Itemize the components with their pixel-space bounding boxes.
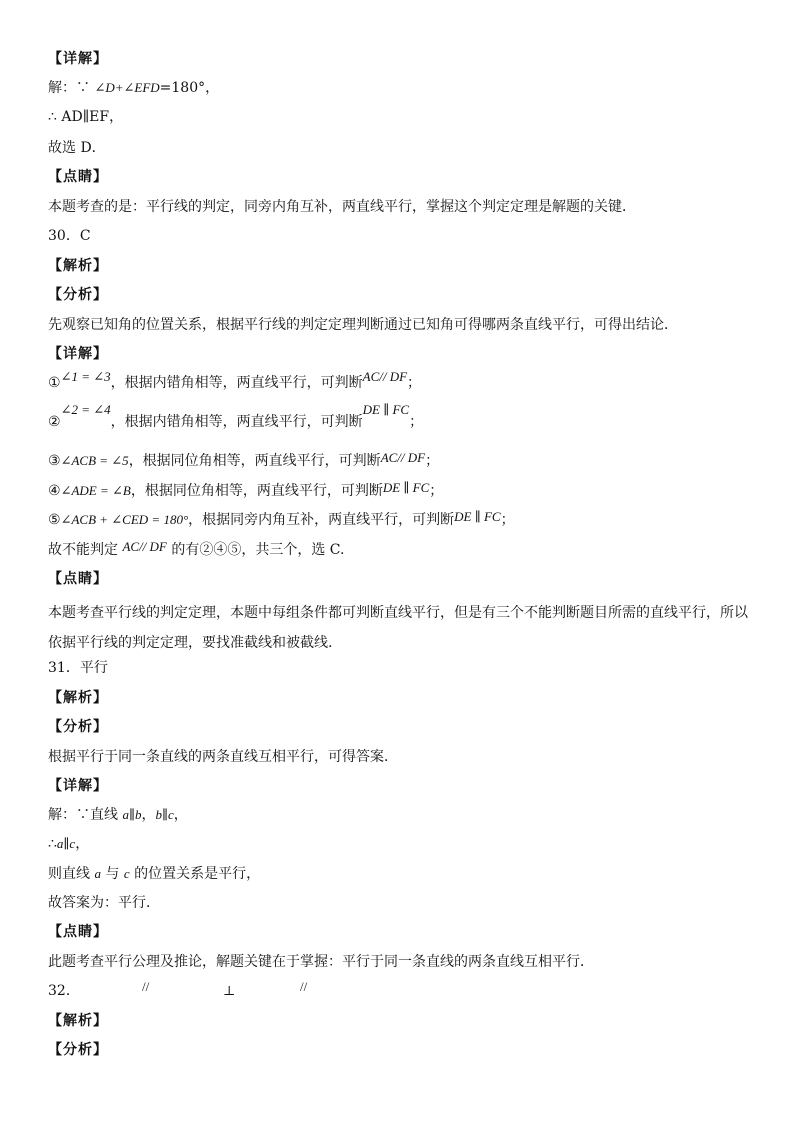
solution-text: ∴ (48, 836, 57, 852)
section-heading-detail: 【详解】 (48, 346, 108, 362)
math-condition: ∠ADE = ∠B (60, 483, 131, 498)
answer-blank-3: // (300, 979, 308, 994)
section-heading-analysis: 【分析】 (48, 1042, 108, 1058)
solution-line: 故答案为：平行． (48, 895, 160, 911)
comment-text: 此题考查平行公理及推论，解题关键在于掌握：平行于同一条直线的两条直线互相平行． (48, 954, 594, 970)
answer-blank-1: // (142, 979, 150, 994)
circled-number: ⑤ (48, 512, 61, 528)
section-heading-detail: 【详解】 (48, 51, 108, 67)
math-expression: b∥c (155, 807, 174, 822)
reasoning-text: ，根据同旁内角互补，两直线平行，可判断 (188, 512, 455, 528)
comment-text: 本题考查的是：平行线的判定，同旁内角互补，两直线平行，掌握这个判定定理是解题的关键． (48, 199, 636, 215)
conclusion-text: 故不能判定 (48, 542, 123, 558)
section-heading-jiexi: 【解析】 (48, 258, 108, 274)
section-heading-comment: 【点睛】 (48, 169, 108, 185)
solution-line (48, 78, 760, 98)
punctuation: ， (141, 807, 156, 823)
section-heading-analysis: 【分析】 (48, 287, 108, 303)
comment-text: 本题考查平行线的判定定理，本题中每组条件都可判断直线平行，但是有三个不能判断题目所需的直线平行，所以依据平行线的判定定理，要找准截线和被截线. (48, 605, 748, 651)
math-result: AC// DF (362, 369, 408, 384)
reasoning-row-2 (48, 402, 760, 432)
solution-text: 解：∵ (48, 80, 95, 96)
reasoning-row-4 (48, 481, 760, 501)
reasoning-row-3 (48, 451, 760, 471)
math-condition: ∠2 = ∠4 (60, 402, 111, 417)
reasoning-text: ，根据内错角相等，两直线平行，可判断 (110, 414, 363, 430)
solution-text: 与 (100, 866, 124, 882)
solution-line (48, 864, 760, 884)
math-result: AC// DF (122, 539, 167, 554)
solution-line: 故选 D． (48, 140, 106, 156)
math-expression: a∥b (122, 807, 142, 822)
solution-text: 解：∵直线 (48, 807, 123, 823)
math-variable: a (94, 866, 101, 881)
math-variable: c (123, 866, 130, 881)
punctuation: ； (409, 414, 424, 430)
question-30-answer: 30．C (48, 228, 91, 244)
section-heading-jiexi: 【解析】 (48, 1013, 108, 1029)
conclusion-line (48, 540, 760, 560)
solution-text: 的位置关系是平行， (129, 866, 261, 882)
math-result: DE ∥ FC (454, 509, 501, 524)
punctuation: ； (425, 453, 440, 469)
math-condition: ∠ACB + ∠CED = 180° (60, 512, 189, 527)
circled-number: ③ (48, 453, 61, 469)
reasoning-text: ，根据同位角相等，两直线平行，可判断 (128, 453, 381, 469)
math-result: AC// DF (380, 450, 426, 465)
circled-number: ④ (48, 483, 61, 499)
section-heading-detail: 【详解】 (48, 778, 108, 794)
punctuation: ； (429, 483, 444, 499)
reasoning-row-5 (48, 510, 760, 530)
punctuation: ； (407, 375, 422, 391)
answer-blank-2: ⊥ (223, 983, 236, 998)
math-result: DE ∥ FC (382, 480, 430, 495)
solution-line (48, 834, 760, 854)
circled-number: ① (48, 375, 61, 391)
math-condition: ∠ACB = ∠5 (60, 453, 129, 468)
punctuation: ； (500, 512, 515, 528)
conclusion-text: 的有②④⑤，共三个，选 C. (166, 542, 345, 558)
math-expression: a∥c (56, 836, 76, 851)
math-expression: ∠D+∠EFD (94, 80, 160, 95)
question-32-answer (48, 981, 760, 1001)
reasoning-text: ，根据内错角相等，两直线平行，可判断 (110, 375, 363, 391)
solution-line (48, 805, 760, 825)
solution-line: ∴ AD∥EF， (48, 109, 124, 125)
punctuation: ， (75, 836, 90, 852)
solution-text: =180°， (159, 80, 220, 96)
section-heading-jiexi: 【解析】 (48, 690, 108, 706)
section-heading-analysis: 【分析】 (48, 719, 108, 735)
section-heading-comment: 【点睛】 (48, 571, 108, 587)
reasoning-text: ，根据同位角相等，两直线平行，可判断 (130, 483, 383, 499)
math-result: DE ∥ FC (362, 402, 410, 417)
math-condition: ∠1 = ∠3 (60, 369, 111, 384)
circled-number: ② (48, 414, 61, 430)
punctuation: ， (173, 807, 188, 823)
question-31-answer: 31．平行 (48, 660, 108, 676)
solution-text: 则直线 (48, 866, 95, 882)
question-number: 32． (48, 983, 80, 999)
section-heading-comment: 【点睛】 (48, 924, 108, 940)
reasoning-row-1 (48, 369, 760, 393)
analysis-text: 先观察已知角的位置关系，根据平行线的判定定理判断通过已知角可得哪两条直线平行，可得出结论． (48, 317, 678, 333)
analysis-text: 根据平行于同一条直线的两条直线互相平行，可得答案． (48, 749, 398, 765)
